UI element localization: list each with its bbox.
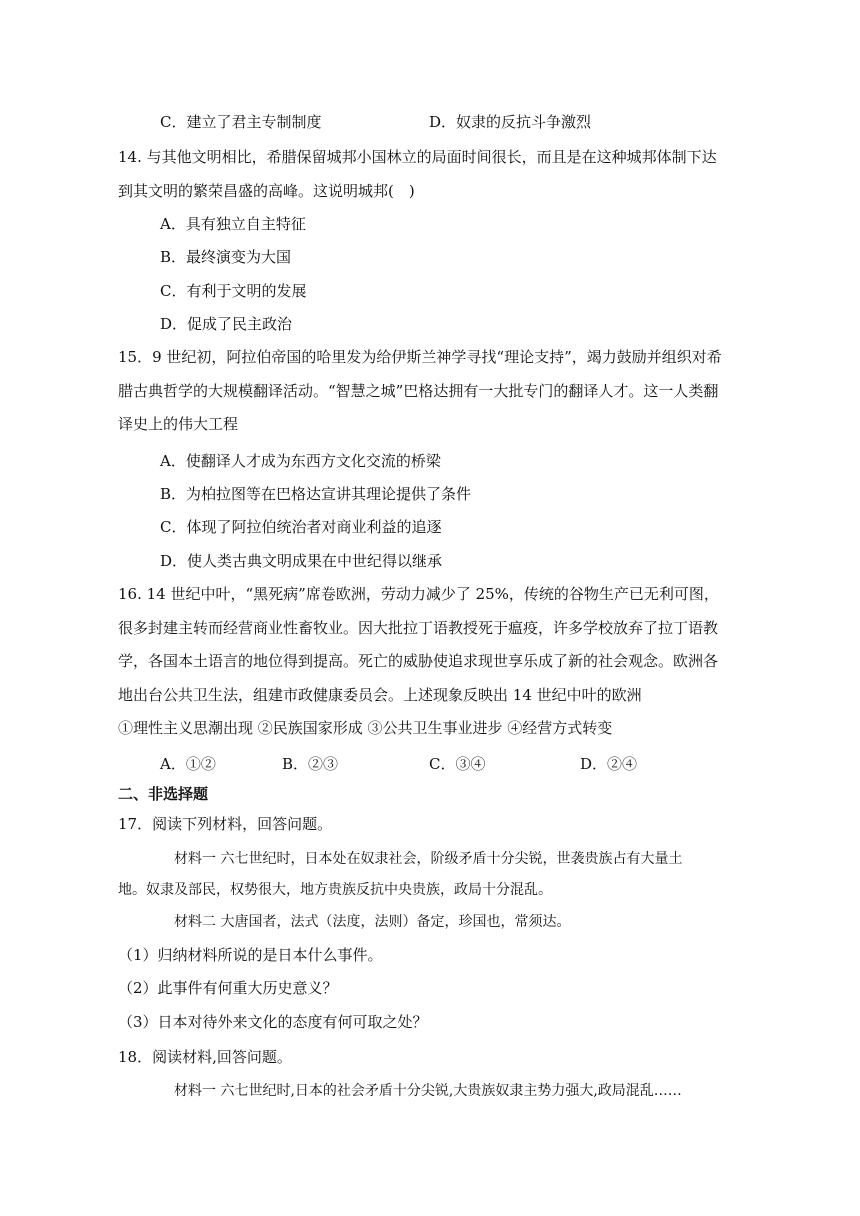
q15-option-c: C．体现了阿拉伯统治者对商业利益的追逐 [160, 518, 442, 536]
q16-option-a: A．①② [160, 755, 216, 773]
q17-material-2: 材料二 大唐国者，法式（法度，法则）备定，珍国也，常须达。 [174, 914, 571, 930]
q18-material-1: 材料一 六七世纪时,日本的社会矛盾十分尖锐,大贵族奴隶主势力强大,政局混乱…… [174, 1083, 682, 1099]
q16-stem-line-1: 16. 14 世纪中叶，“黑死病”席卷欧洲，劳动力减少了 25%，传统的谷物生产已无利可图， [118, 585, 719, 603]
q18-stem: 18．阅读材料,回答问题。 [118, 1048, 292, 1066]
q15-stem-line-1: 15．9 世纪初，阿拉伯帝国的哈里发为给伊斯兰神学寻找“理论支持”，竭力鼓励并组织对希 [118, 348, 722, 366]
q17-stem: 17．阅读下列材料，回答问题。 [118, 815, 333, 833]
q17-material-1-line-2: 地。奴隶及部民，权势很大，地方贵族反抗中央贵族，政局十分混乱。 [118, 882, 552, 898]
q16-option-c: C．③④ [429, 755, 486, 773]
q16-stem-line-4: 地出台公共卫生法，组建市政健康委员会。上述现象反映出 14 世纪中叶的欧洲 [118, 686, 642, 704]
q14-option-a: A．具有独立自主特征 [160, 215, 306, 233]
q17-material-1-line-1: 材料一 六七世纪时，日本处在奴隶社会，阶级矛盾十分尖锐，世袭贵族占有大量土 [174, 851, 683, 867]
q16-statements: ①理性主义思潮出现 ②民族国家形成 ③公共卫生事业进步 ④经营方式转变 [118, 719, 613, 737]
q14-option-d: D．促成了民主政治 [160, 315, 293, 333]
q13-option-c: C．建立了君主专制制度 [160, 113, 322, 131]
q13-option-d: D．奴隶的反抗斗争激烈 [429, 113, 592, 131]
q15-option-d: D．使人类古典文明成果在中世纪得以继承 [160, 552, 443, 570]
q16-stem-line-3: 学，各国本土语言的地位得到提高。死亡的威胁使追求现世享乐成了新的社会观念。欧洲各 [118, 652, 719, 670]
q15-option-b: B．为柏拉图等在巴格达宣讲其理论提供了条件 [160, 485, 472, 503]
q16-option-d: D．②④ [580, 755, 638, 773]
q17-sub-question-2: （2）此事件有何重大历史意义？ [118, 979, 338, 997]
q14-option-c: C．有利于文明的发展 [160, 282, 307, 300]
q14-option-b: B．最终演变为大国 [160, 248, 292, 266]
q17-sub-question-1: （1）归纳材料所说的是日本什么事件。 [118, 946, 383, 964]
q17-sub-question-3: （3）日本对待外来文化的态度有何可取之处？ [118, 1013, 428, 1031]
section-title-non-choice: 二、非选择题 [118, 785, 209, 803]
q15-stem-line-3: 译史上的伟大工程 [118, 415, 239, 433]
q15-option-a: A．使翻译人才成为东西方文化交流的桥梁 [160, 452, 441, 470]
q16-option-b: B．②③ [282, 755, 339, 773]
q14-stem-line-1: 14. 与其他文明相比，希腊保留城邦小国林立的局面时间很长，而且是在这种城邦体制下达 [118, 148, 717, 166]
q15-stem-line-2: 腊古典哲学的大规模翻译活动。“智慧之城”巴格达拥有一大批专门的翻译人才。这一人类翻 [118, 382, 719, 400]
q16-stem-line-2: 很多封建主转而经营商业性畜牧业。因大批拉丁语教授死于瘟疫，许多学校放弃了拉丁语教 [118, 619, 719, 637]
q14-stem-line-2: 到其文明的繁荣昌盛的高峰。这说明城邦( ) [118, 182, 415, 200]
